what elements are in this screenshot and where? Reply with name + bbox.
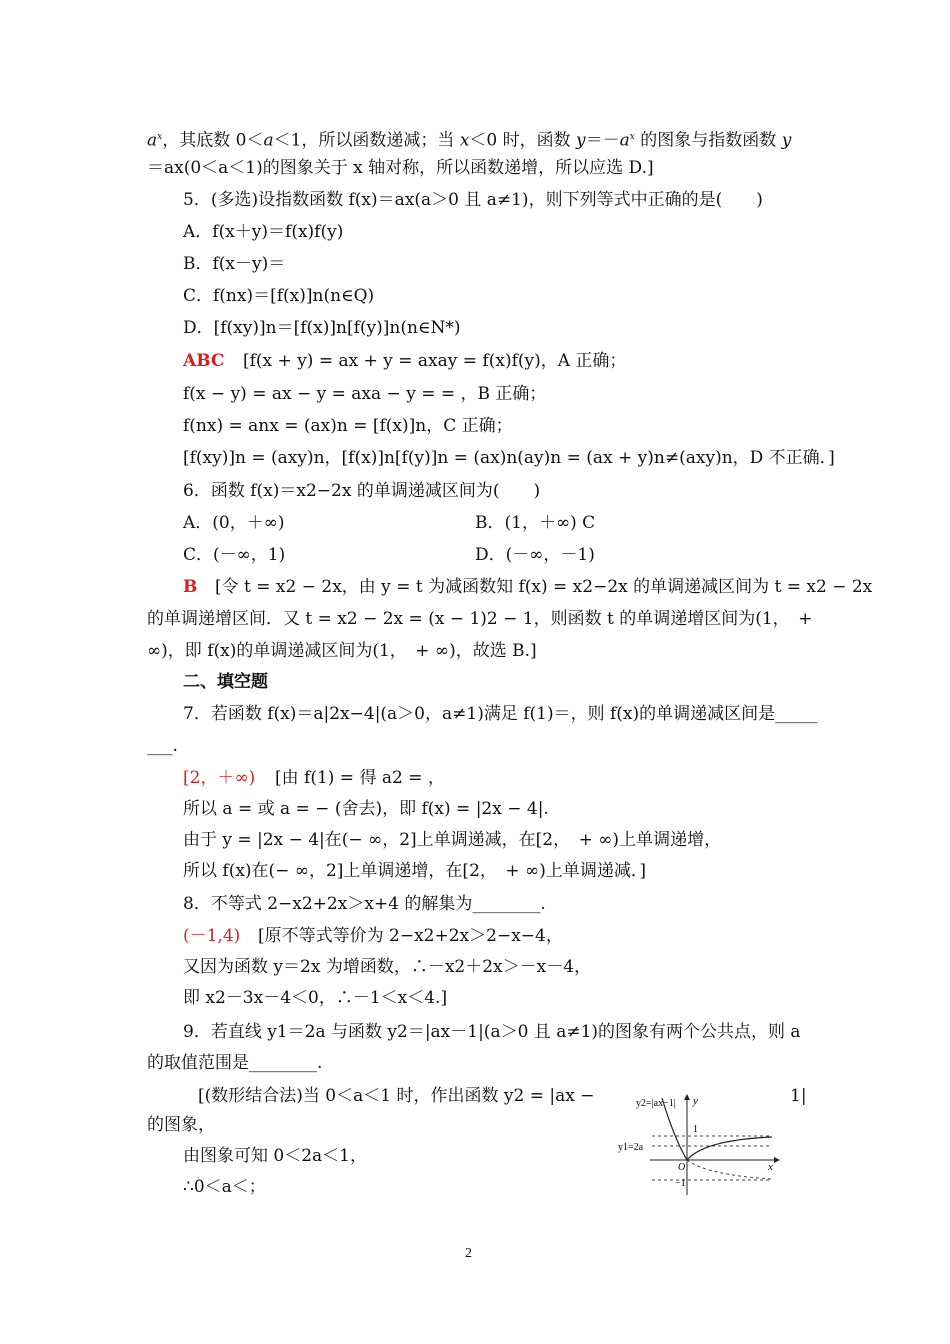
option-c: C．(－∞，1) [183, 545, 286, 565]
solution-line: 由图象可知 0＜2a＜1， [183, 1146, 367, 1166]
solution-line: [f(x + y) = ax + y = axay = f(x)f(y)，A 正确； [243, 351, 627, 371]
solution-line: [原不等式等价为 2−x2+2x＞2−x−4， [258, 926, 563, 946]
option-d: D．[f(xy)]n＝[f(x)]n[f(y)]n(n∈N*) [183, 318, 461, 338]
label-y: y [693, 1095, 698, 1107]
curve-dashed [687, 1160, 772, 1179]
question-9-cont: 的取值范围是________. [147, 1053, 323, 1073]
solution-line: [(数形结合法)当 0＜a＜1 时，作出函数 y2 = |ax − [198, 1086, 595, 1106]
answer-label: ABC [183, 351, 225, 371]
solution-line: 所以 a = 或 a = − (舍去)，即 f(x) = |2x − 4|. [183, 799, 549, 819]
question-6: 6．函数 f(x)＝x2−2x 的单调递减区间为( ) [183, 481, 541, 501]
solution-line: 由于 y = |2x − 4|在(− ∞，2]上单调递减，在[2， + ∞)上单调递增， [183, 830, 722, 850]
solution-line: 又因为函数 y＝2x 为增函数，∴－x2＋2x＞－x－4， [183, 957, 592, 977]
solution-line: f(x − y) = ax − y = axa − y = = ，B 正确； [183, 384, 547, 404]
x-axis-arrow [774, 1157, 780, 1163]
solution-line: ∞)，即 f(x)的单调递减区间为(1， + ∞)，故选 B.] [147, 641, 537, 661]
section-heading: 二、填空题 [183, 672, 268, 692]
option-b: B．(1，＋∞) C [475, 513, 596, 533]
option-c: C．f(nx)＝[f(x)]n(n∈Q) [183, 286, 375, 306]
question-8: 8．不等式 2−x2+2x＞x+4 的解集为________. [183, 894, 546, 914]
solution-line: 即 x2－3x－4＜0，∴－1＜x＜4.] [183, 988, 448, 1008]
solution-line: [令 t = x2 − 2x，由 y = t 为减函数知 f(x) = x2−2x 的单调递减区间为 t = x2 − 2x [215, 577, 873, 597]
answer-label: [2，＋∞) [183, 768, 256, 788]
label-neg1: −1 [675, 1178, 686, 1189]
question-7-cont: ___. [147, 736, 178, 756]
option-b: B．f(x－y)＝ [183, 254, 286, 274]
question-9: 9．若直线 y1＝2a 与函数 y2＝|ax－1|(a＞0 且 a≠1)的图象有两个公共点，则 a [183, 1022, 801, 1042]
label-y1: y1=2a [618, 1142, 644, 1153]
option-d: D．(－∞，－1) [475, 545, 595, 565]
curve-abs [662, 1098, 772, 1160]
solution-line: 的图象， [147, 1115, 215, 1135]
solution-line: 所以 f(x)在(− ∞，2]上单调递增，在[2， + ∞)上单调递减．] [183, 861, 646, 881]
question-7: 7．若函数 f(x)＝a|2x−4|(a＞0，a≠1)满足 f(1)＝，则 f(x)的单调递减区间是_____ [183, 704, 818, 724]
solution-line: ∴0＜a＜； [183, 1177, 266, 1197]
label-one: 1 [693, 1124, 698, 1135]
label-y2: y2=|ax−1| [636, 1098, 676, 1109]
solution-line: [由 f(1) = 得 a2 = ， [275, 768, 445, 788]
option-a: A．f(x＋y)＝f(x)f(y) [183, 222, 344, 242]
function-graph [612, 1090, 784, 1200]
answer-label: (－1,4) [183, 926, 241, 946]
option-a: A．(0，＋∞) [183, 513, 285, 533]
solution-line: f(nx) = anx = (ax)n = [f(x)]n，C 正确； [183, 416, 513, 436]
solution-line: 的单调递增区间．又 t = x2 − 2x = (x − 1)2 − 1，则函数 t 的单调递增区间为(1， + [147, 609, 813, 629]
label-origin: O [678, 1162, 686, 1173]
solution-line: [f(xy)]n = (axy)n，[f(x)]n[f(y)]n = (ax)n(ay)n = (ax + y)n≠(axy)n，D 不正确．] [183, 448, 835, 468]
solution-line-tail: 1| [790, 1086, 807, 1106]
text-line: $a^x$，其底数 0＜a＜1，所以函数递减；当 x＜0 时，函数 $y=-a^x$ 的图象与指数函数 y [147, 130, 792, 151]
y-axis-arrow [684, 1094, 690, 1100]
page-number: 2 [465, 1246, 472, 1261]
label-x: x [768, 1161, 773, 1173]
question-5: 5．(多选)设指数函数 f(x)＝ax(a＞0 且 a≠1)，则下列等式中正确的是( ) [183, 190, 763, 210]
answer-label: B [183, 577, 198, 597]
text-line: ＝ax(0＜a＜1)的图象关于 x 轴对称，所以函数递增，所以应选 D.] [147, 158, 654, 178]
